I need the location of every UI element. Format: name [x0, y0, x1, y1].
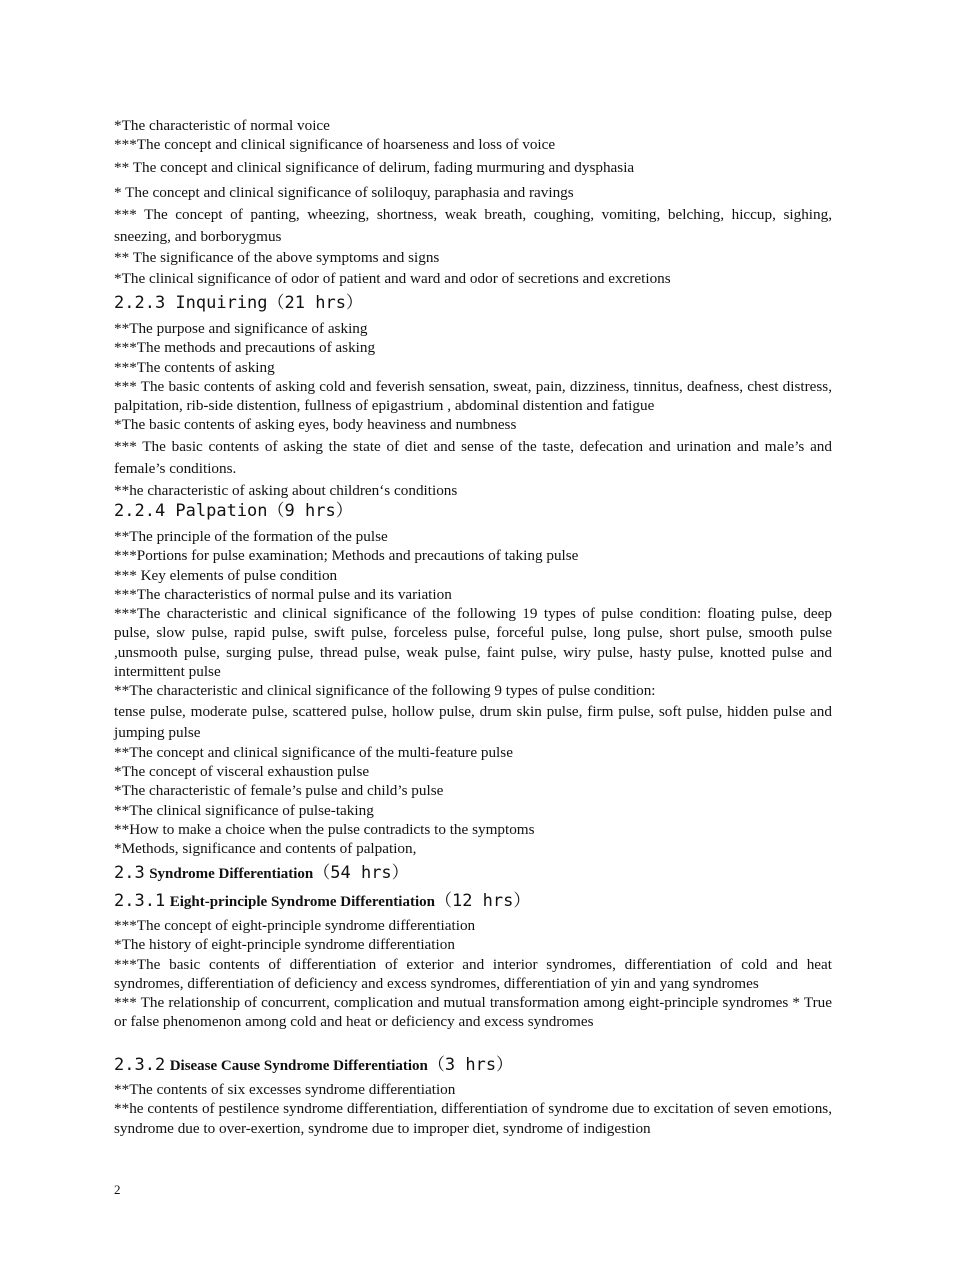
list-item: ***The concept of eight-principle syndrome differentiation	[114, 917, 476, 934]
list-item: tense pulse, moderate pulse, scattered pulse, hollow pulse, drum skin pulse, firm pulse, soft pulse, hidden pulse and jumping pulse	[114, 702, 832, 741]
list-item: ***The characteristic and clinical significance of the following 19 types of pulse condition: floating pulse, deep pulse, slow pulse, rapid pulse, swift pulse, forceless pulse, forceful pulse, long pulse, short pulse, smooth pulse ,unsmooth pulse, surging pulse, thread pulse, weak pulse, faint pulse, wiry pulse, hasty pulse, knotted pulse and intermittent pulse	[114, 605, 832, 681]
heading-2-2-3	[114, 290, 832, 315]
palpation-section	[114, 527, 832, 858]
list-item: *Methods, significance and contents of palpation,	[114, 840, 417, 858]
heading-hours: （12 hrs）	[434, 891, 531, 911]
list-item: **The principle of the formation of the pulse	[114, 528, 388, 545]
heading-hours: （3 hrs）	[427, 1055, 514, 1075]
list-item: **The concept and clinical significance of the multi-feature pulse	[114, 743, 513, 761]
list-item: **he contents of pestilence syndrome differentiation, differentiation of syndrome due to excitation of seven emotions, syndrome due to over-exertion, syndrome due to improper diet, syndrome of indigestion	[114, 1100, 832, 1137]
heading-2-3-2	[114, 1052, 832, 1078]
heading-2-3-1	[114, 888, 832, 914]
list-item: *The basic contents of asking eyes, body heaviness and numbness	[114, 416, 517, 434]
list-item: *The concept of visceral exhaustion pulse	[114, 762, 370, 780]
eight-principle-section	[114, 916, 832, 1032]
list-item: **The purpose and significance of asking	[114, 320, 368, 337]
list-item: **The characteristic and clinical significance of the following 9 types of pulse condition:	[114, 682, 656, 700]
list-item: **The clinical significance of pulse-taking	[114, 801, 374, 819]
heading-number: 2.3.1	[114, 891, 166, 911]
list-item: *The history of eight-principle syndrome differentiation	[114, 936, 455, 954]
heading-2-2-4	[114, 498, 832, 523]
heading-text: 2.2.3 Inquiring（21 hrs）	[114, 293, 363, 313]
list-item: *** Key elements of pulse condition	[114, 566, 338, 584]
list-item: *The characteristic of normal voice	[114, 117, 330, 134]
heading-title: Syndrome Differentiation	[149, 866, 314, 882]
heading-number: 2.3	[114, 863, 145, 883]
list-item: ** The concept and clinical significance of delirum, fading murmuring and dysphasia	[114, 158, 635, 176]
heading-hours: （54 hrs）	[313, 863, 409, 883]
list-item: *The clinical significance of odor of patient and ward and odor of secretions and excretions	[114, 270, 671, 288]
list-item: * The concept and clinical significance of soliloquy, paraphasia and ravings	[114, 183, 574, 201]
disease-cause-section	[114, 1080, 832, 1138]
heading-2-3	[114, 860, 832, 886]
list-item: *** The basic contents of asking cold and feverish sensation, sweat, pain, dizziness, tinnitus, deafness, chest distress, palpitation, rib-side distention, fullness of epigastrium , abdominal distention and fatigue	[114, 377, 832, 415]
list-item: ***The basic contents of differentiation of exterior and interior syndromes, differentiation of cold and heat syndromes, differentiation of deficiency and excess syndromes, differentiation of yin and yang syndromes	[114, 955, 832, 992]
heading-number: 2.3.2	[114, 1055, 166, 1075]
list-item: *The characteristic of female’s pulse and child’s pulse	[114, 782, 444, 800]
list-item: *** The relationship of concurrent, complication and mutual transformation among eight-principle syndromes * True or false phenomenon among cold and heat or deficiency and excess syndromes	[114, 994, 832, 1031]
list-item: ***The concept and clinical significance of hoarseness and loss of voice	[114, 136, 556, 154]
list-item: **How to make a choice when the pulse contradicts to the symptoms	[114, 820, 535, 838]
list-item: **he characteristic of asking about children‘s conditions	[114, 481, 458, 499]
list-item: *** The concept of panting, wheezing, shortness, weak breath, coughing, vomiting, belching, hiccup, sighing, sneezing, and borborygmus	[114, 206, 832, 246]
list-item: ***The contents of asking	[114, 358, 275, 376]
heading-title: Disease Cause Syndrome Differentiation	[169, 1058, 428, 1074]
heading-title: Eight-principle Syndrome Differentiation	[169, 894, 435, 910]
voice-section	[114, 116, 832, 289]
list-item: **The contents of six excesses syndrome differentiation	[114, 1081, 456, 1098]
list-item: ** The significance of the above symptoms and signs	[114, 249, 440, 267]
inquiring-section	[114, 319, 832, 500]
list-item: ***The methods and precautions of asking	[114, 339, 376, 357]
heading-text: 2.2.4 Palpation（9 hrs）	[114, 501, 353, 521]
list-item: ***The characteristics of normal pulse and its variation	[114, 585, 452, 603]
list-item: ***Portions for pulse examination; Methods and precautions of taking pulse	[114, 547, 579, 565]
page-number: 2	[114, 1182, 121, 1197]
list-item: *** The basic contents of asking the state of diet and sense of the taste, defecation and urination and male’s and female’s conditions.	[114, 437, 832, 477]
